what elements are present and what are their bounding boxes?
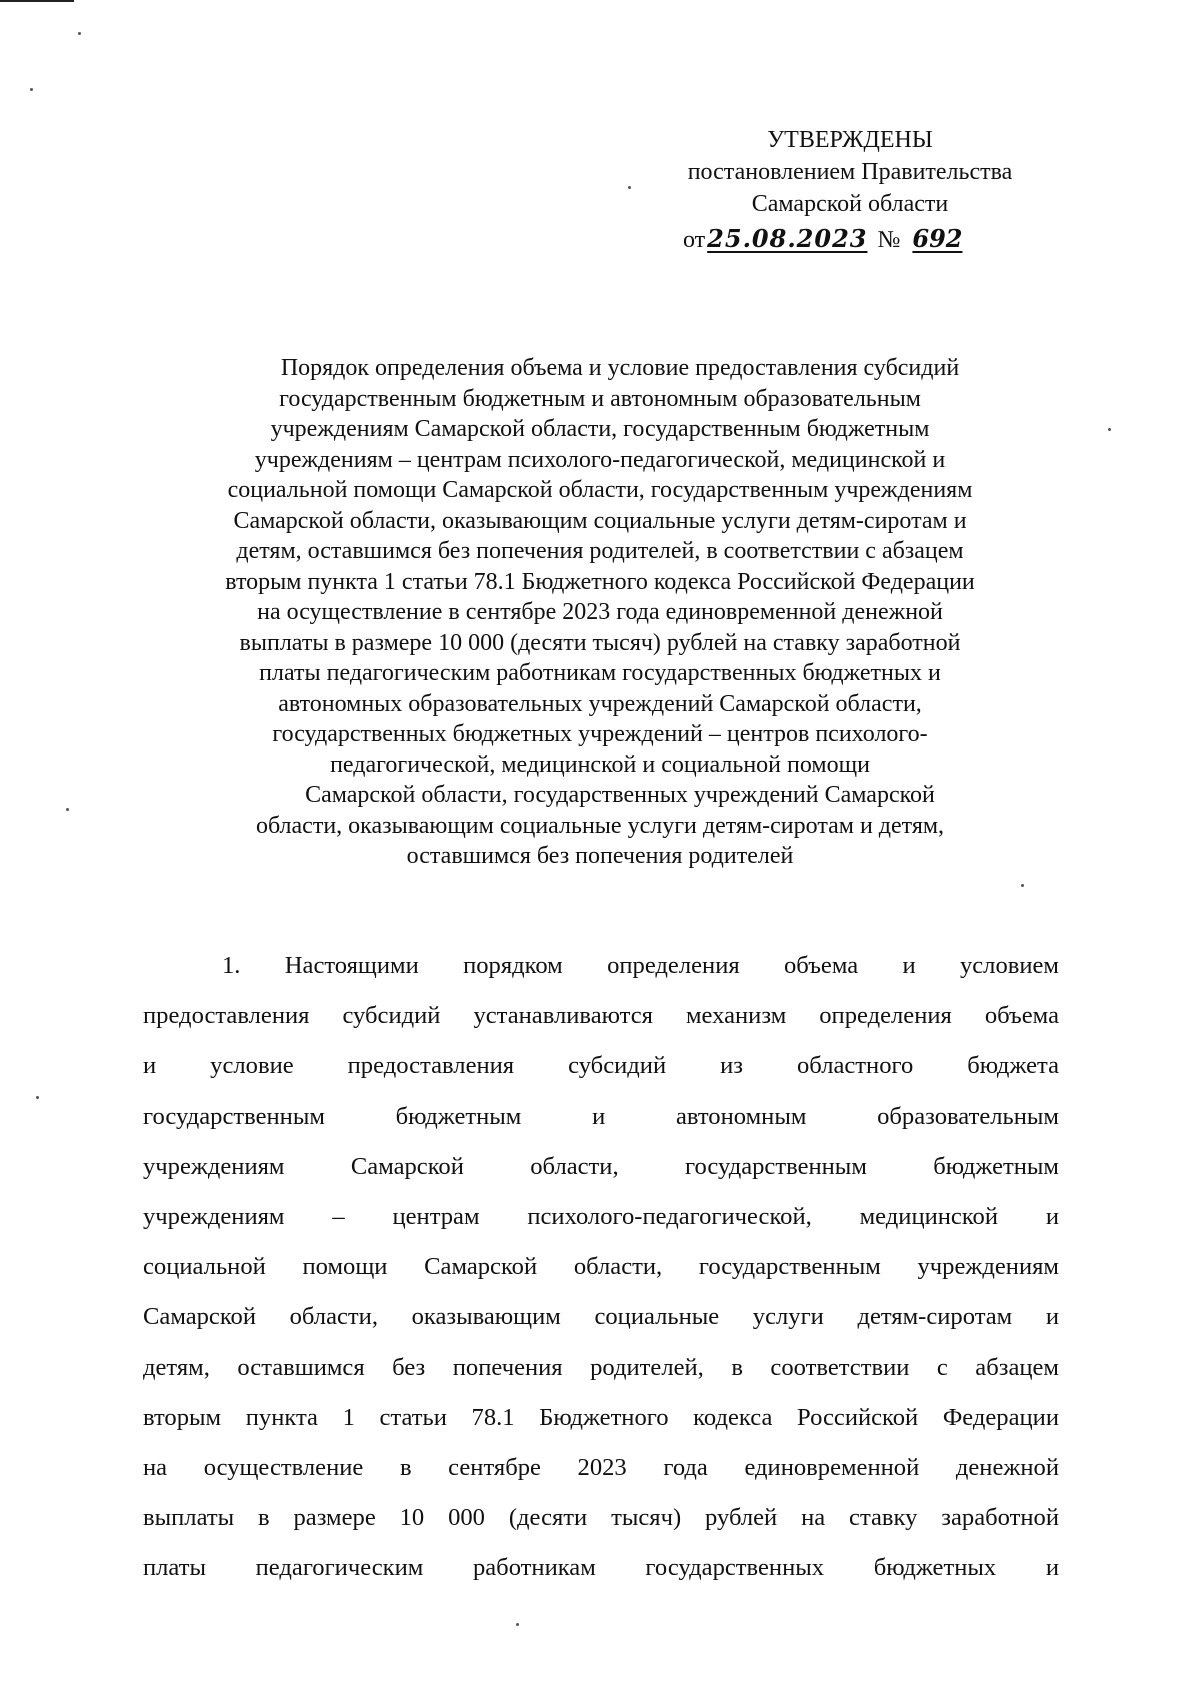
heading-line: вторым пункта 1 статьи 78.1 Бюджетного кодекса Российской Федерации [225,568,975,595]
approval-title: УТВЕРЖДЕНЫ [767,127,933,153]
heading-line: на осуществление в сентябре 2023 года единовременной денежной [257,599,943,625]
paragraph-line: 1. Настоящими порядком определения объема и условием [222,952,1059,979]
paragraph-line: платы педагогическим работникам государственных бюджетных и [143,1554,1059,1582]
scan-speck [30,88,33,91]
scan-speck [1108,428,1111,431]
paragraph-line: социальной помощи Самарской области, государственным учреждениям [143,1253,1059,1281]
paragraph-line: на осуществление в сентябре 2023 года единовременной денежной [143,1454,1059,1481]
heading-line: автономных образовательных учреждений Самарской области, [278,690,922,717]
heading-line: Самарской области, оказывающим социальные услуги детям-сиротам и [233,507,967,534]
scan-speck [516,1623,519,1626]
heading-line: оставшимся без попечения родителей [406,843,794,869]
scan-speck [1021,884,1024,887]
heading-line: детям, оставшимся без попечения родителей, в соответствии с абзацем [236,538,964,564]
heading-line: социальной помощи Самарской области, государственным учреждениям [227,477,973,503]
heading-line: Самарской области, государственных учреждений Самарской [305,782,935,808]
paragraph-line: детям, оставшимся без попечения родителей, в соответствии с абзацем [143,1353,1059,1381]
approval-line-2: Самарской области [751,191,949,217]
number-prefix: № [877,227,901,253]
heading-line: государственных бюджетных учреждений – центров психолого- [272,721,928,747]
decree-date: 25.08.2023 [707,224,868,253]
heading-line: выплаты в размере 10 000 (десяти тысяч) рублей на ставку заработной [239,629,961,656]
paragraph-line: учреждениям – центрам психолого-педагогической, медицинской и [143,1203,1059,1230]
decree-date-number [683,224,979,254]
heading-line: платы педагогическим работникам государственных бюджетных и [259,660,941,686]
paragraph-line: государственным бюджетным и автономным образовательным [143,1102,1059,1130]
heading-line: педагогической, медицинской и социальной помощи [330,751,870,778]
heading-line: Порядок определения объема и условие предоставления субсидий [280,355,960,381]
heading-line: учреждениям – центрам психолого-педагогической, медицинской и [254,446,946,473]
paragraph-line: предоставления субсидий устанавливаются механизм определения объема [143,1002,1059,1030]
date-prefix: от [683,227,706,253]
scan-edge-line [0,0,74,2]
scan-speck [66,808,69,811]
heading-line: государственным бюджетным и автономным образовательным [279,385,921,412]
paragraph-line: вторым пункта 1 статьи 78.1 Бюджетного кодекса Российской Федерации [143,1403,1059,1431]
decree-number: 692 [912,224,963,253]
approval-line-1: постановлением Правительства [687,159,1013,185]
paragraph-line: и условие предоставления субсидий из областного бюджета [143,1052,1059,1080]
scan-speck [78,32,81,35]
paragraph-line: выплаты в размере 10 000 (десяти тысяч) рублей на ставку заработной [143,1504,1059,1532]
heading-line: учреждениям Самарской области, государственным бюджетным [270,416,930,442]
heading-line: области, оказывающим социальные услуги детям-сиротам и детям, [255,812,945,839]
paragraph-line: учреждениям Самарской области, государственным бюджетным [143,1152,1059,1180]
scan-speck [36,1096,39,1099]
document-heading [140,353,1060,872]
paragraph-line: Самарской области, оказывающим социальные услуги детям-сиротам и [143,1303,1059,1331]
